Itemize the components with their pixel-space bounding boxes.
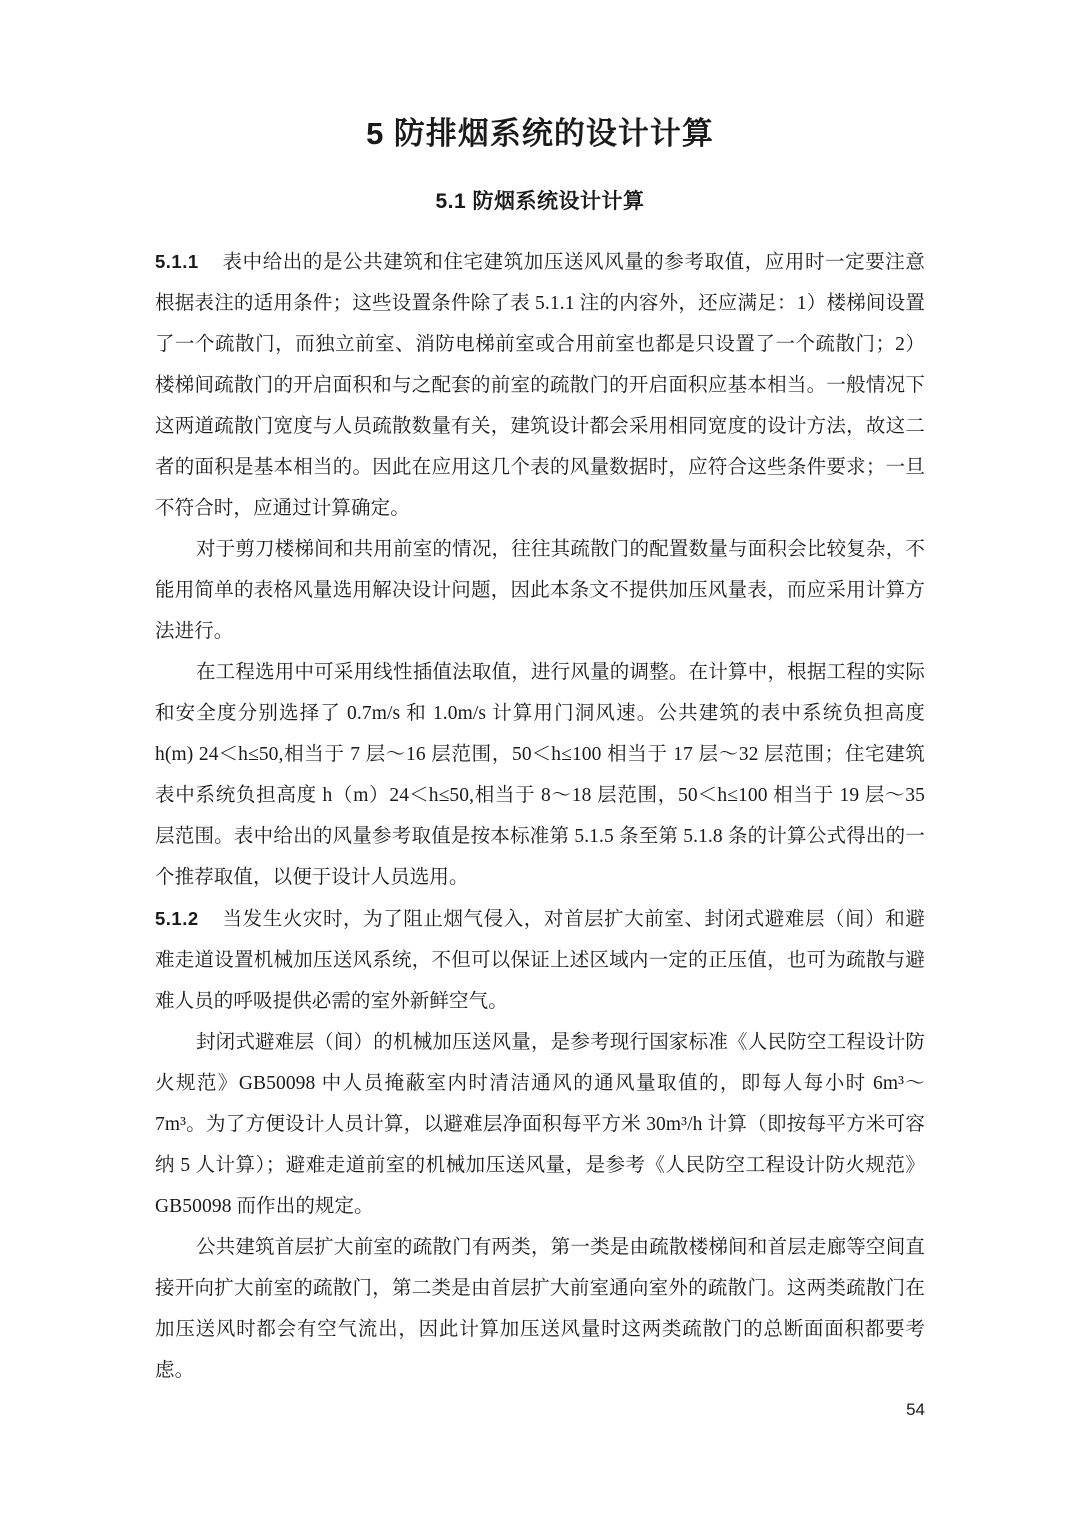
page-content: [155, 112, 925, 1391]
clause-number-5-1-1: 5.1.1: [155, 251, 199, 273]
chapter-title: 5 防排烟系统的设计计算: [366, 116, 714, 151]
clause-5-1-1-paragraph-3: 在工程选用中可采用线性插值法取值，进行风量的调整。在计算中，根据工程的实际和安全度分别选择了 0.7m/s 和 1.0m/s 计算用门洞风速。公共建筑的表中系统负担高度h(m) 24＜h≤50,相当于 7 层～16 层范围，50＜h≤100 相当于 17 层～32 层范围；住宅建筑表中系统负担高度 h（m）24＜h≤50,相当于 8～18 层范围，50＜h≤100 相当于 19 层～35 层范围。表中给出的风量参考取值是按本标准第 5.1.5 条至第 5.1.8 条的计算公式得出的一个推荐取值，以便于设计人员选用。: [155, 662, 925, 889]
clause-number-5-1-2: 5.1.2: [155, 908, 199, 930]
clause-5-1-1-paragraph-1: [155, 241, 925, 529]
clause-5-1-2-paragraph-3: 公共建筑首层扩大前室的疏散门有两类，第一类是由疏散楼梯间和首层走廊等空间直接开向扩大前室的疏散门，第二类是由首层扩大前室通向室外的疏散门。这两类疏散门在加压送风时都会有空气流出，因此计算加压送风量时这两类疏散门的总断面面积都要考虑。: [155, 1237, 925, 1382]
section-title: 5.1 防烟系统设计计算: [435, 190, 645, 214]
clause-5-1-2-paragraph-2: 封闭式避难层（间）的机械加压送风量，是参考现行国家标准《人民防空工程设计防火规范》GB50098 中人员掩蔽室内时清洁通风的通风量取值的，即每人每小时 6m³～7m³。为了方便设计人员计算，以避难层净面积每平方米 30m³/h 计算（即按每平方米可容纳 5 人计算）；避难走道前室的机械加压送风量，是参考《人民防空工程设计防火规范》GB50098 而作出的规定。: [155, 1032, 925, 1218]
clause-5-1-2-paragraph-1: [155, 898, 925, 1022]
clause-5-1-1-text-1: 表中给出的是公共建筑和住宅建筑加压送风风量的参考取值，应用时一定要注意根据表注的适用条件；这些设置条件除了表 5.1.1 注的内容外，还应满足：1）楼梯间设置了一个疏散门，而独立前室、消防电梯前室或合用前室也都是只设置了一个疏散门；2）楼梯间疏散门的开启面积和与之配套的前室的疏散门的开启面积应基本相当。一般情况下这两道疏散门宽度与人员疏散数量有关，建筑设计都会采用相同宽度的设计方法，故这二者的面积是基本相当的。因此在应用这几个表的风量数据时，应符合这些条件要求；一旦不符合时，应通过计算确定。: [155, 252, 925, 520]
clause-5-1-2-text-1: 当发生火灾时，为了阻止烟气侵入，对首层扩大前室、封闭式避难层（间）和避难走道设置机械加压送风系统，不但可以保证上述区域内一定的正压值，也可为疏散与避难人员的呼吸提供必需的室外新鲜空气。: [155, 909, 925, 1013]
page-number: 54: [906, 1400, 925, 1419]
clause-5-1-1-paragraph-2: 对于剪刀楼梯间和共用前室的情况，往往其疏散门的配置数量与面积会比较复杂，不能用简单的表格风量选用解决设计问题，因此本条文不提供加压风量表，而应采用计算方法进行。: [155, 539, 925, 643]
